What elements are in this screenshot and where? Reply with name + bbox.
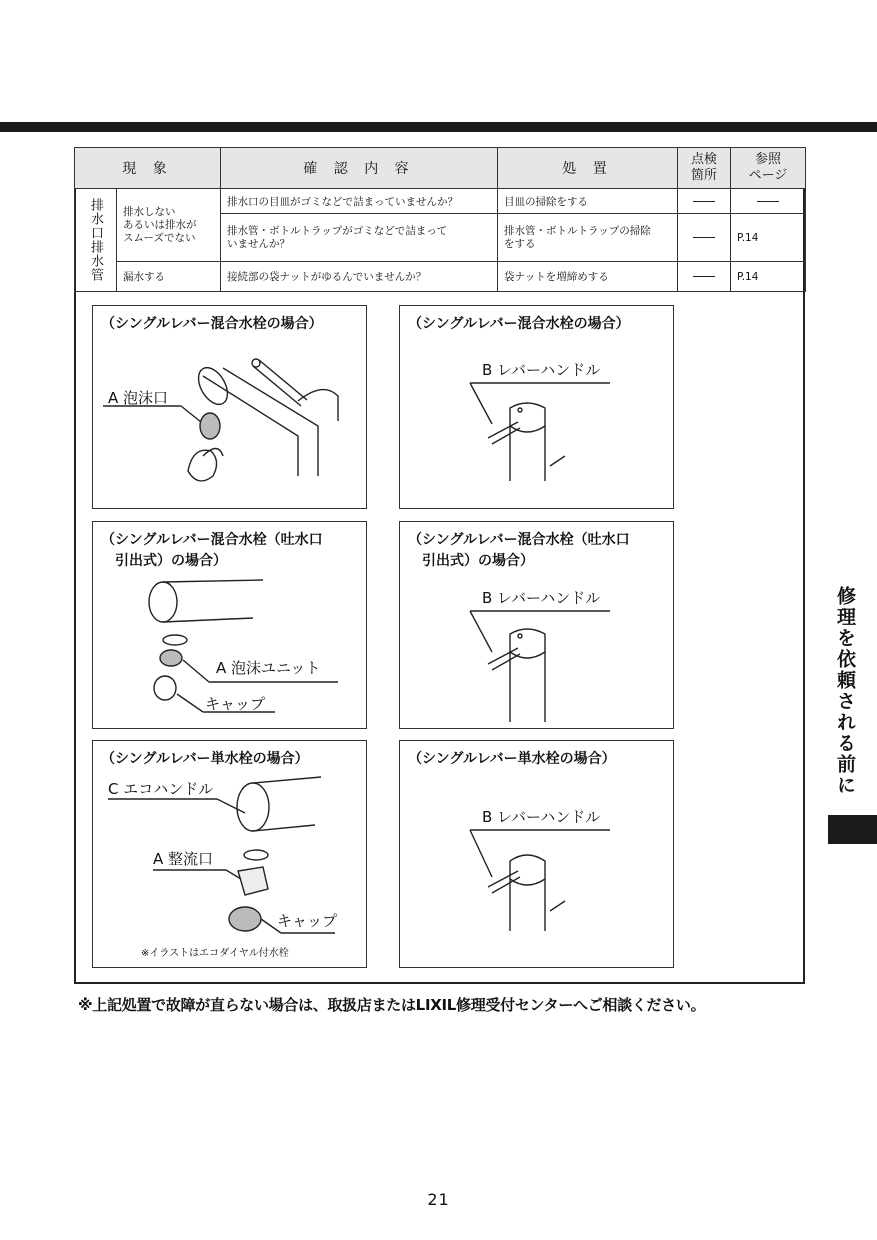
panel-pullout-lever <box>399 521 674 729</box>
panel-title: （シングルレバー単水栓の場合） <box>101 751 309 767</box>
label-aerator: A 泡沫口 <box>108 389 169 407</box>
dash-mark <box>693 237 715 238</box>
label-eco-handle: C エコハンドル <box>108 780 214 798</box>
header-check: 確 認 内 容 <box>221 148 498 189</box>
pullout-aerator-illustration <box>93 522 368 730</box>
inspect-cell <box>678 262 731 292</box>
action-cell: 袋ナットを増締めする <box>498 262 678 292</box>
troubleshooting-table <box>74 147 806 292</box>
label-aerator-unit: A 泡沫ユニット <box>216 659 321 677</box>
lever-handle-illustration <box>400 741 675 969</box>
panel-title: （シングルレバー混合水栓（吐水口 引出式）の場合） <box>408 532 630 569</box>
dash-mark <box>693 201 715 202</box>
side-tab-block <box>828 815 877 844</box>
panel-title: （シングルレバー単水栓の場合） <box>408 751 616 767</box>
panel-mixer-lever <box>399 305 674 509</box>
footer-note: ※上記処置で故障が直らない場合は、取扱店またはLIXIL修理受付センターへご相談ください。 <box>78 996 706 1014</box>
label-cap: キャップ <box>277 912 338 930</box>
table-row <box>75 189 806 214</box>
top-rule <box>0 122 877 132</box>
header-ref-page <box>731 148 806 189</box>
page-cell <box>731 189 806 214</box>
panel-mixer-aerator <box>92 305 367 509</box>
page-cell: P.14 <box>731 262 806 292</box>
panel-title: （シングルレバー混合水栓の場合） <box>101 316 323 332</box>
single-tap-illustration <box>93 741 368 969</box>
check-cell: 接続部の袋ナットがゆるんでいませんか？ <box>221 262 498 292</box>
panel-pullout-aerator <box>92 521 367 729</box>
illustration-note: ※イラストはエコダイヤル付水栓 <box>141 948 289 959</box>
panel-title: （シングルレバー混合水栓（吐水口 引出式）の場合） <box>101 532 323 569</box>
action-cell: 目皿の掃除をする <box>498 189 678 214</box>
table-header-row <box>75 148 806 189</box>
inspect-cell <box>678 189 731 214</box>
header-inspection-l1: 点検 <box>691 152 718 167</box>
panel-single-lever <box>399 740 674 968</box>
label-lever-handle: B レバーハンドル <box>482 589 601 607</box>
category-cell <box>75 189 117 292</box>
check-cell: 排水管・ボトルトラップがゴミなどで詰まって いませんか？ <box>221 214 498 262</box>
lever-handle-illustration <box>400 522 675 730</box>
side-tab-label: 修理を依頼される前に <box>834 586 856 796</box>
header-ref-l2: ページ <box>748 168 788 183</box>
label-cap: キャップ <box>205 695 266 713</box>
label-flow-straightener: A 整流口 <box>153 850 214 868</box>
label-lever-handle: B レバーハンドル <box>482 361 601 379</box>
header-ref-l1: 参照 <box>755 152 782 167</box>
header-phenomenon: 現 象 <box>75 148 221 189</box>
check-cell: 排水口の目皿がゴミなどで詰まっていませんか？ <box>221 189 498 214</box>
category-label: 排水口排水管 <box>88 198 103 282</box>
symptom-cell: 漏水する <box>117 262 221 292</box>
label-lever-handle: B レバーハンドル <box>482 808 601 826</box>
page-number: 21 <box>427 1190 450 1209</box>
page-cell: P.14 <box>731 214 806 262</box>
dash-mark <box>693 276 715 277</box>
lever-handle-illustration <box>400 306 675 510</box>
header-action: 処 置 <box>498 148 678 189</box>
symptom-cell: 排水しない あるいは排水が スムーズでない <box>117 189 221 262</box>
table-row <box>75 262 806 292</box>
action-cell: 排水管・ボトルトラップの掃除 をする <box>498 214 678 262</box>
dash-mark <box>757 201 779 202</box>
faucet-aerator-illustration <box>93 306 368 510</box>
panel-single-eco <box>92 740 367 968</box>
panel-title: （シングルレバー混合水栓の場合） <box>408 316 630 332</box>
inspect-cell <box>678 214 731 262</box>
header-inspection <box>678 148 731 189</box>
header-inspection-l2: 箇所 <box>691 168 718 183</box>
